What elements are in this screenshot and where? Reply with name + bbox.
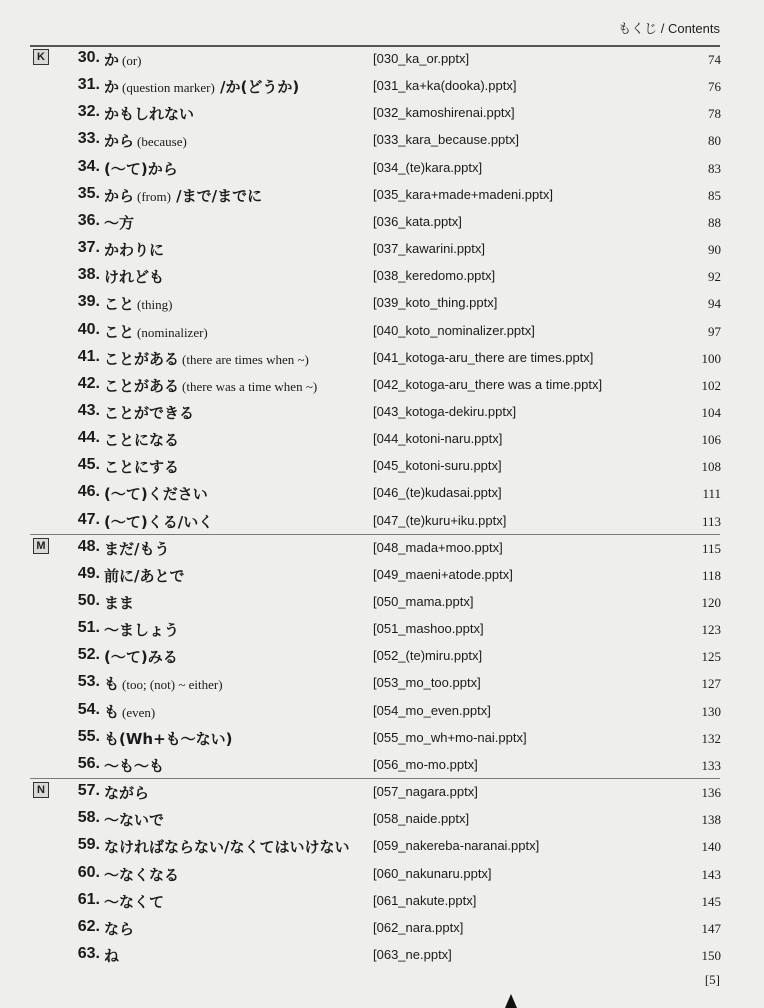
entry-title — [104, 565, 187, 586]
entry-file[interactable]: [046_(te)kudasai.pptx] — [373, 485, 502, 501]
entry-number: 51. — [77, 619, 100, 637]
contents-entry[interactable] — [0, 236, 764, 263]
entry-page: 145 — [701, 893, 721, 909]
entry-file[interactable]: [031_ka+ka(dooka).pptx] — [373, 78, 517, 94]
entry-japanese: こと — [104, 322, 135, 341]
entry-japanese-extra: /か(どうか) — [214, 78, 300, 97]
entry-number: 53. — [77, 673, 100, 691]
entry-japanese: 〜なくなる — [104, 865, 180, 884]
entry-file[interactable]: [047_(te)kuru+iku.pptx] — [373, 512, 507, 528]
entry-japanese: か — [104, 78, 120, 97]
contents-entry[interactable] — [0, 399, 764, 426]
entry-title — [104, 673, 223, 694]
entry-page: 111 — [702, 486, 721, 502]
entry-title — [104, 619, 182, 640]
entry-file[interactable]: [061_nakute.pptx] — [373, 892, 477, 908]
entry-file[interactable]: [052_(te)miru.pptx] — [373, 648, 483, 664]
entry-file[interactable]: [063_ne.pptx] — [373, 946, 452, 962]
entry-title — [104, 321, 208, 342]
entry-page: 150 — [701, 947, 721, 963]
entry-title — [104, 755, 167, 776]
entry-file[interactable]: [039_koto_thing.pptx] — [373, 295, 498, 311]
entry-number: 63. — [77, 944, 100, 962]
entry-page: 104 — [701, 404, 721, 420]
entry-title — [104, 511, 216, 532]
entry-japanese: 前に/あとで — [104, 566, 185, 585]
entry-file[interactable]: [060_nakunaru.pptx] — [373, 865, 492, 881]
entry-japanese: ことにする — [104, 458, 180, 477]
entry-number: 59. — [77, 836, 100, 854]
contents-entry[interactable] — [0, 888, 764, 915]
contents-entry[interactable] — [0, 589, 764, 616]
entry-file[interactable]: [032_kamoshirenai.pptx] — [373, 105, 515, 121]
entry-page: 132 — [701, 730, 721, 746]
entry-japanese: も(Wh+も〜ない) — [104, 729, 233, 748]
entry-number: 31. — [77, 76, 100, 94]
entry-title — [104, 375, 317, 396]
entry-title — [104, 158, 181, 179]
entry-file[interactable]: [054_mo_even.pptx] — [373, 702, 491, 718]
entry-page: 94 — [708, 296, 721, 312]
entry-title — [104, 701, 155, 722]
entry-number: 62. — [77, 917, 100, 935]
entry-page: 74 — [708, 52, 721, 67]
entry-japanese: (〜て)くる/いく — [104, 512, 214, 531]
entry-file[interactable]: [062_nara.pptx] — [373, 919, 464, 935]
entry-number: 54. — [77, 700, 100, 718]
entry-japanese: 〜も〜も — [104, 756, 165, 775]
entry-title — [104, 809, 167, 830]
entry-title — [104, 646, 181, 667]
contents-entry[interactable] — [0, 508, 764, 535]
contents-entry[interactable] — [0, 861, 764, 888]
contents-entry[interactable] — [0, 915, 764, 942]
entry-title — [104, 185, 262, 206]
entry-japanese: ことができる — [104, 403, 195, 422]
entry-page: 118 — [701, 567, 721, 583]
entry-file[interactable]: [037_kawarini.pptx] — [373, 241, 486, 257]
entry-number: 55. — [77, 727, 100, 745]
entry-japanese: ことになる — [104, 431, 180, 450]
entry-japanese: 〜方 — [104, 213, 135, 232]
entry-title — [104, 49, 142, 70]
entry-number: 32. — [77, 103, 100, 121]
entry-file[interactable]: [057_nagara.pptx] — [373, 784, 478, 800]
entry-gloss: (thing) — [137, 297, 173, 313]
entry-number: 40. — [77, 320, 100, 338]
entry-japanese: 〜ましょう — [104, 621, 180, 640]
entry-title — [104, 239, 167, 260]
contents-entry[interactable] — [0, 209, 764, 236]
contents-entry[interactable] — [0, 725, 764, 752]
entry-title — [104, 864, 182, 885]
contents-entry[interactable] — [0, 73, 764, 100]
entry-japanese: かわりに — [104, 241, 165, 260]
entry-japanese: も — [104, 675, 120, 694]
entry-page: 100 — [701, 350, 721, 366]
contents-entry[interactable] — [0, 372, 764, 399]
page-header: もくじ / Contents — [618, 21, 720, 36]
entry-number: 33. — [77, 130, 100, 148]
entry-japanese: ことがある — [104, 376, 180, 395]
entry-gloss: (there was a time when ~) — [182, 378, 318, 394]
entry-number: 30. — [77, 49, 100, 66]
entry-file[interactable]: [041_kotoga-aru_there are times.pptx] — [373, 349, 594, 365]
contents-entry[interactable] — [0, 426, 764, 453]
contents-entry[interactable] — [0, 806, 764, 833]
entry-page: 90 — [708, 242, 721, 258]
entry-page: 147 — [701, 920, 721, 936]
entry-page: 85 — [708, 187, 721, 203]
entry-japanese: (〜て)みる — [104, 648, 178, 667]
contents-entry[interactable] — [0, 318, 764, 345]
entry-japanese: か — [104, 51, 120, 69]
entry-file[interactable]: [048_mada+moo.pptx] — [373, 539, 503, 555]
contents-entry[interactable] — [0, 480, 764, 507]
entry-number: 50. — [77, 592, 100, 609]
entry-page: 113 — [701, 513, 721, 529]
entry-japanese: (〜て)から — [104, 159, 178, 178]
entry-page: 136 — [701, 785, 721, 801]
entry-file[interactable]: [030_ka_or.pptx] — [373, 51, 470, 66]
contents-entry[interactable] — [0, 535, 764, 562]
entry-page: 140 — [701, 839, 721, 855]
entry-number: 39. — [77, 293, 100, 311]
entry-title — [104, 429, 182, 450]
contents-entry[interactable] — [0, 752, 764, 779]
entry-page: 127 — [701, 676, 721, 692]
entry-page: 138 — [701, 812, 721, 828]
section-letter: N — [33, 782, 49, 798]
page-number: [5] — [704, 972, 720, 987]
entry-page: 76 — [708, 79, 721, 95]
entry-title — [104, 293, 172, 314]
entry-japanese: (〜て)ください — [104, 485, 208, 504]
entry-file[interactable]: [058_naide.pptx] — [373, 811, 470, 827]
contents-entry[interactable] — [0, 833, 764, 860]
entry-number: 45. — [77, 456, 100, 474]
entry-page: 115 — [701, 540, 721, 556]
entry-number: 58. — [77, 809, 100, 827]
entry-page: 80 — [708, 133, 721, 149]
entry-page: 83 — [708, 160, 721, 176]
entry-title — [104, 76, 299, 97]
entry-title — [104, 266, 167, 287]
entry-file[interactable]: [049_maeni+atode.pptx] — [373, 566, 513, 582]
contents-entry[interactable] — [0, 453, 764, 480]
section-letter: M — [33, 538, 49, 554]
entry-number: 34. — [77, 157, 100, 175]
entry-number: 43. — [77, 401, 100, 419]
entry-file[interactable]: [056_mo-mo.pptx] — [373, 756, 478, 772]
entry-page: 125 — [701, 649, 721, 665]
entry-file[interactable]: [050_mama.pptx] — [373, 594, 474, 609]
entry-file[interactable]: [055_mo_wh+mo-nai.pptx] — [373, 729, 527, 745]
contents-entry[interactable] — [0, 670, 764, 697]
entry-file[interactable]: [035_kara+made+madeni.pptx] — [373, 186, 553, 202]
entry-number: 60. — [77, 863, 100, 881]
entry-page: 88 — [708, 214, 721, 230]
entry-file[interactable]: [043_kotoga-dekiru.pptx] — [373, 403, 517, 419]
contents-entry[interactable] — [0, 562, 764, 589]
entry-title — [104, 402, 197, 423]
entry-japanese: なら — [104, 919, 135, 938]
entry-file[interactable]: [045_kotoni-suru.pptx] — [373, 458, 502, 474]
entry-file[interactable]: [059_nakereba-naranai.pptx] — [373, 838, 540, 854]
entry-title — [104, 348, 309, 369]
entry-page: 78 — [708, 106, 721, 122]
entry-japanese: から — [104, 186, 135, 205]
contents-entry[interactable] — [0, 643, 764, 670]
entry-number: 49. — [77, 564, 100, 582]
entry-file[interactable]: [051_mashoo.pptx] — [373, 621, 484, 637]
entry-japanese: まだ/もう — [104, 539, 170, 558]
entry-gloss: (from) — [137, 188, 171, 204]
contents-entry[interactable] — [0, 345, 764, 372]
entry-title — [104, 918, 137, 939]
entry-file[interactable]: [040_koto_nominalizer.pptx] — [373, 322, 535, 338]
entry-number: 52. — [77, 646, 100, 664]
entry-title — [104, 103, 197, 124]
entry-number: 56. — [77, 754, 100, 772]
entry-page: 97 — [708, 323, 721, 339]
entry-japanese: も — [104, 702, 120, 721]
entry-number: 46. — [77, 483, 100, 501]
entry-number: 36. — [77, 211, 100, 229]
entry-file[interactable]: [053_mo_too.pptx] — [373, 675, 481, 691]
entry-title — [104, 836, 352, 857]
contents-entry[interactable] — [0, 100, 764, 127]
entry-page: 143 — [701, 866, 721, 882]
contents-entry[interactable] — [0, 698, 764, 725]
entry-title — [104, 782, 152, 803]
entry-title — [104, 130, 187, 151]
entry-japanese: から — [104, 132, 135, 151]
contents-entry[interactable] — [0, 290, 764, 317]
contents-entry[interactable] — [0, 616, 764, 643]
entry-file[interactable]: [034_(te)kara.pptx] — [373, 159, 483, 175]
entry-japanese: けれども — [104, 268, 165, 287]
entry-japanese: 〜ないで — [104, 811, 165, 830]
entry-file[interactable]: [044_kotoni-naru.pptx] — [373, 431, 503, 447]
section-letter: K — [33, 49, 49, 65]
entry-number: 38. — [77, 266, 100, 284]
entry-gloss: (because) — [137, 134, 187, 150]
entry-title — [104, 891, 167, 912]
entry-number: 41. — [77, 347, 100, 365]
entry-number: 61. — [77, 890, 100, 908]
entry-number: 47. — [77, 510, 100, 528]
entry-title — [104, 456, 182, 477]
contents-entry[interactable] — [0, 46, 764, 73]
entry-file[interactable]: [036_kata.pptx] — [373, 213, 462, 229]
entry-japanese: まま — [104, 594, 135, 612]
entry-japanese: かもしれない — [104, 105, 195, 124]
entry-page: 92 — [708, 269, 721, 285]
entry-gloss: (or) — [122, 53, 142, 68]
contents-entry[interactable] — [0, 779, 764, 806]
entry-gloss: (too; (not) ~ either) — [122, 677, 223, 693]
entry-japanese: こと — [104, 295, 135, 314]
entry-gloss: (there are times when ~) — [182, 351, 309, 367]
entry-page: 106 — [701, 432, 721, 448]
entry-number: 48. — [77, 537, 100, 555]
arrow-up-icon — [505, 994, 517, 1008]
entry-title — [104, 538, 172, 559]
entry-file[interactable]: [033_kara_because.pptx] — [373, 132, 519, 148]
entry-title — [104, 945, 122, 966]
entry-japanese: ながら — [104, 784, 150, 803]
entry-japanese-extra: /まで/までに — [170, 186, 263, 205]
entry-title — [104, 212, 137, 233]
entry-gloss: (even) — [122, 704, 156, 720]
entry-file[interactable]: [038_keredomo.pptx] — [373, 268, 496, 284]
entry-japanese: 〜なくて — [104, 892, 165, 911]
contents-entry[interactable] — [0, 263, 764, 290]
entry-number: 44. — [77, 429, 100, 447]
entry-page: 108 — [701, 459, 721, 475]
entry-number: 37. — [77, 239, 100, 257]
entry-page: 123 — [701, 622, 721, 638]
entry-number: 42. — [77, 374, 100, 392]
entry-file[interactable]: [042_kotoga-aru_there was a time.pptx] — [373, 376, 603, 392]
contents-entry[interactable] — [0, 155, 764, 182]
contents-entry[interactable] — [0, 942, 764, 969]
entry-page: 120 — [701, 595, 721, 610]
entry-gloss: (question marker) — [122, 80, 215, 96]
entry-page: 130 — [701, 703, 721, 719]
entry-japanese: なければならない/なくてはいけない — [104, 838, 350, 857]
entry-gloss: (nominalizer) — [137, 324, 208, 340]
entry-japanese: ね — [104, 946, 120, 965]
entry-title — [104, 728, 236, 749]
entry-number: 35. — [77, 184, 100, 202]
contents-entry[interactable] — [0, 182, 764, 209]
entry-japanese: ことがある — [104, 349, 180, 368]
contents-entry[interactable] — [0, 127, 764, 154]
entry-page: 102 — [701, 377, 721, 393]
entry-page: 133 — [701, 757, 721, 773]
entry-title — [104, 483, 211, 504]
entry-number: 57. — [77, 782, 100, 800]
entry-title — [104, 592, 137, 613]
